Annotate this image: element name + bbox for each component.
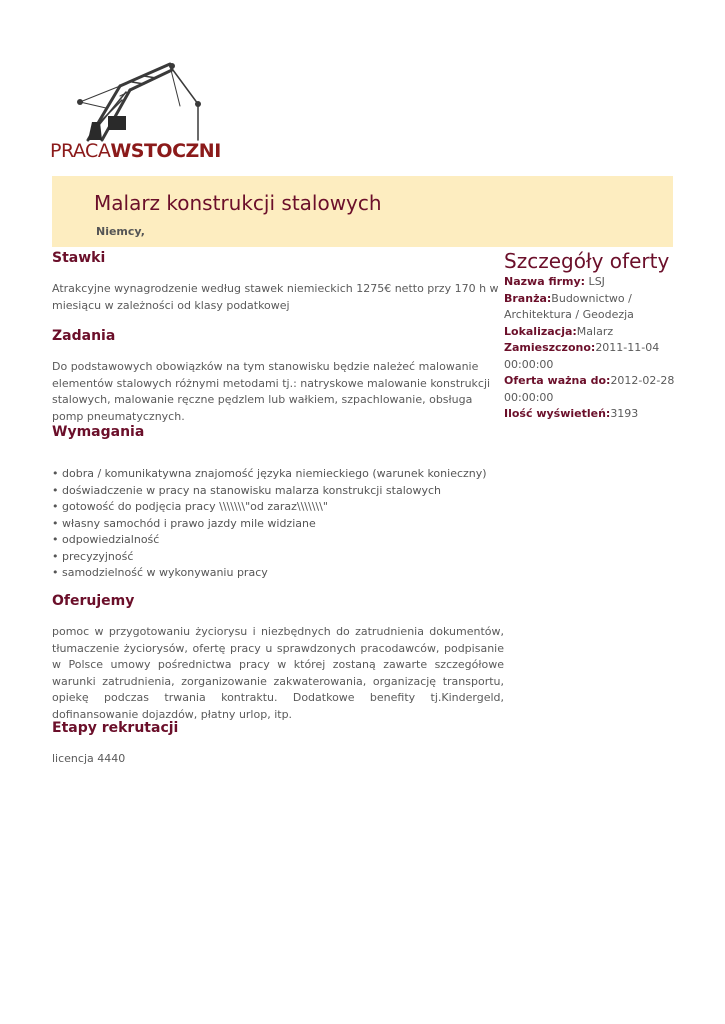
section-heading-stawki: Stawki xyxy=(52,250,106,266)
requirements-list xyxy=(52,466,487,582)
job-location: Niemcy, xyxy=(96,225,145,238)
list-item: • samodzielność w wykonywaniu pracy xyxy=(52,565,487,582)
logo[interactable] xyxy=(48,56,230,164)
list-item: • gotowość do podjęcia pracy \\\\\\\"od zaraz\\\\\\\" xyxy=(52,499,487,516)
oferujemy-text: pomoc w przygotowaniu życiorysu i niezbędnych do zatrudnienia dokumentów, tłumaczenie życiorysów, ofertę pracy u sprawdzonych pracodawców, podpisanie w Polsce umowy pośrednictwa pracy w której zostaną zawarte szczegółowe warunki zatrudnienia, zorganizowanie zakwaterowania, organizację transportu, opiekę podczas trwania kontraktu. Dodatkowe benefity tj.Kindergeld, dofinansowanie dojazdów, płatny urlop, itp. xyxy=(52,625,504,721)
list-item: • własny samochód i prawo jazdy mile widziane xyxy=(52,516,487,533)
section-heading-wymagania: Wymagania xyxy=(52,424,145,440)
job-title: Malarz konstrukcji stalowych xyxy=(94,191,382,215)
section-heading-zadania: Zadania xyxy=(52,328,116,344)
list-item: • precyzyjność xyxy=(52,549,487,566)
detail-industry: Branża:Budownictwo / Architektura / Geodezja xyxy=(504,291,634,321)
detail-valid-until: Oferta ważna do:2012-02-28 00:00:00 xyxy=(504,374,675,404)
section-heading-etapy: Etapy rekrutacji xyxy=(52,720,179,736)
stawki-text: Atrakcyjne wynagrodzenie według stawek niemieckich 1275€ netto przy 170 h w miesiącu w zależności od klasy podatkowej xyxy=(52,282,499,312)
offer-details xyxy=(504,248,684,423)
logo-wordmark: PRACAWSTOCZNI xyxy=(50,140,221,162)
job-header xyxy=(52,176,673,247)
detail-company: Nazwa firmy: LSJ xyxy=(504,275,605,288)
list-item: • odpowiedzialność xyxy=(52,532,487,549)
list-item: • dobra / komunikatywna znajomość języka niemieckiego (warunek konieczny) xyxy=(52,466,487,483)
detail-posted: Zamieszczono:2011-11-04 00:00:00 xyxy=(504,341,660,371)
zadania-text: Do podstawowych obowiązków na tym stanowisku będzie należeć malowanie elementów stalowych różnymi metodami tj.: natryskowe malowanie konstrukcji stalowych, malowanie ręczne pędzlem lub wałkiem, szpachlowanie, obsługa pomp pneumatycznych. xyxy=(52,360,491,423)
details-heading: Szczegóły oferty xyxy=(504,249,670,273)
section-heading-oferujemy: Oferujemy xyxy=(52,593,135,609)
crane-logo-icon xyxy=(60,56,210,142)
list-item: • doświadczenie w pracy na stanowisku malarza konstrukcji stalowych xyxy=(52,483,487,500)
etapy-text: licencja 4440 xyxy=(52,752,126,765)
detail-location: Lokalizacja:Malarz xyxy=(504,324,614,338)
detail-views: Ilość wyświetleń:3193 xyxy=(504,407,639,420)
